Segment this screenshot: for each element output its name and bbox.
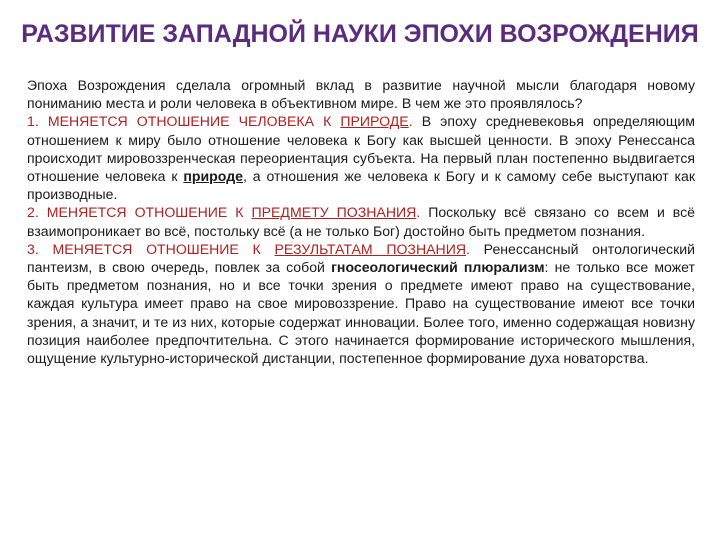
point-3-paragraph	[27, 240, 695, 367]
point-1-emphasis: природе	[183, 168, 243, 185]
point-2-paragraph	[27, 203, 695, 239]
point-1-number: 1.	[27, 113, 39, 130]
point-2-heading: МЕНЯЕТСЯ ОТНОШЕНИЕ К	[46, 204, 244, 221]
point-1-heading: МЕНЯЕТСЯ ОТНОШЕНИЕ ЧЕЛОВЕКА К	[47, 113, 332, 130]
point-3-heading: МЕНЯЕТСЯ ОТНОШЕНИЕ К	[52, 240, 261, 257]
point-1-heading-key: ПРИРОДЕ	[340, 113, 409, 130]
point-1-heading-end: .	[408, 113, 413, 130]
point-1-text: В эпоху средневековья определяющим отношением к миру было отношение человека к Богу как высшей ценности. В эпоху Ренессанса происходит мировоззренческая переориентация субъекта. На первый план постепенно выдвигается отношение человека к	[27, 113, 695, 185]
intro-paragraph: Эпоха Возрождения сделала огромный вклад в развитие научной мысли благодаря новому пониманию места и роли человека в объективном мире. В чем же это проявлялось?	[27, 77, 695, 112]
point-2-text: Поскольку всё связано со всем и всё взаимопроникает во всё, постольку всё (а не только Бог) достойно быть предметом познания.	[27, 204, 696, 239]
point-3-text: Ренессансный онтологический пантеизм, в свою очередь, повлек за собой	[27, 240, 695, 276]
point-1-paragraph	[27, 112, 695, 203]
point-2-heading-end: .	[416, 204, 421, 221]
point-2-heading-key: ПРЕДМЕТУ ПОЗНАНИЯ	[251, 204, 417, 221]
point-3-heading-end: .	[466, 240, 470, 257]
slide-body	[27, 76, 695, 367]
point-3-number: 3.	[27, 240, 39, 257]
point-3-heading-key: РЕЗУЛЬТАТАМ ПОЗНАНИЯ	[274, 240, 467, 257]
point-1-text-end: , а отношения же человека к Богу и к самому себе выступают как производные.	[27, 168, 695, 203]
point-3-text-end: : не только все может быть предметом познания, но и все точки зрения о предмете имеют право на существование, каждая культура имеет право на свое мировоззрение. Право на существование имеют все точки зрения, а значит, и те из них, которые содержат инновации. Более того, именно содержащая новизну позиция наиболее предпочтительна. С этого начинается формирование исторического мышления, ощущение культурно-исторической дистанции, постепенное формирование духа новаторства.	[27, 259, 695, 367]
point-3-emphasis: гносеологический плюрализм	[331, 259, 545, 276]
slide-title: РАЗВИТИЕ ЗАПАДНОЙ НАУКИ ЭПОХИ ВОЗРОЖДЕНИЯ	[21, 20, 699, 48]
point-2-number: 2.	[27, 204, 39, 221]
